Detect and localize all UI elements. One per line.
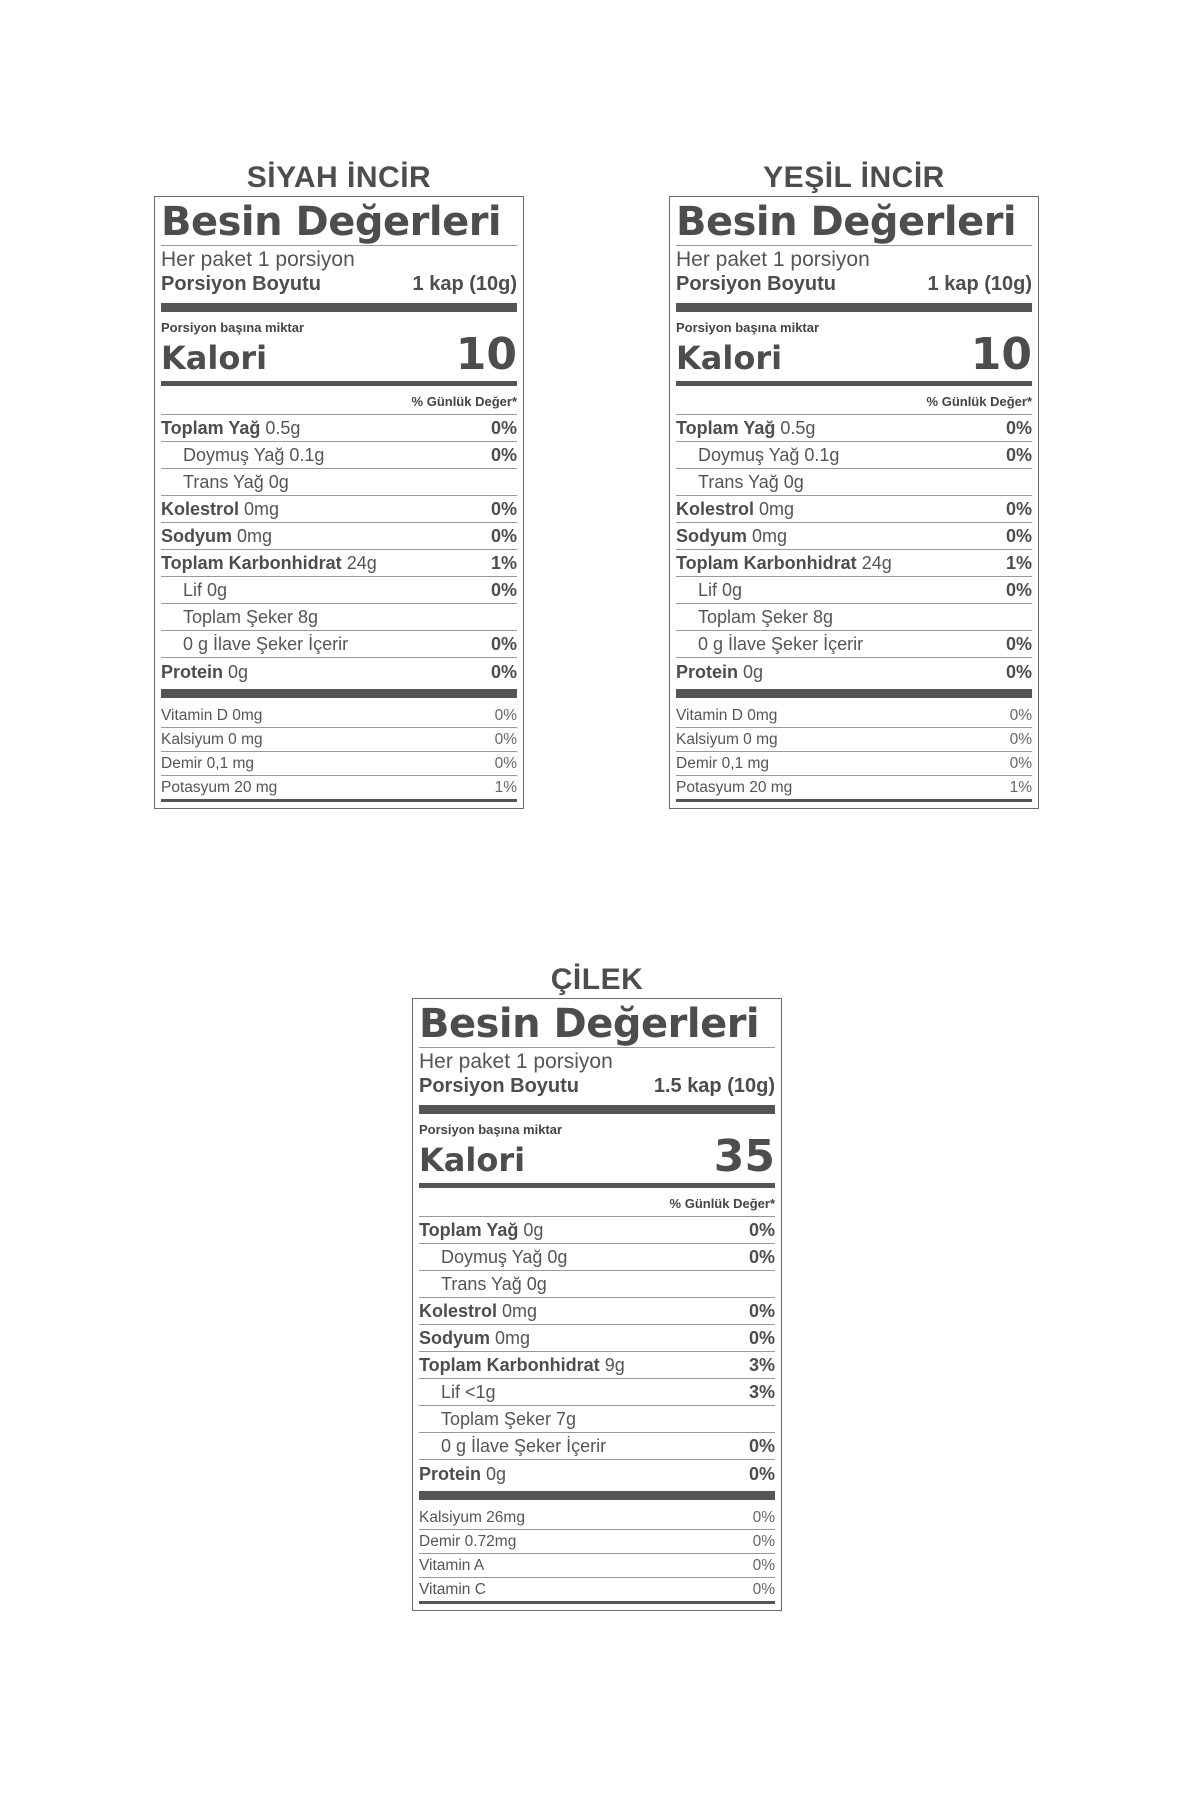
nutrient-amount: 0 g İlave Şeker İçerir xyxy=(698,633,864,654)
mineral-daily-value: 0% xyxy=(1009,754,1032,772)
nutrient-label xyxy=(419,1274,547,1295)
serving-size-value: 1 kap (10g) xyxy=(412,273,517,295)
calories-label: Kalori xyxy=(161,339,268,377)
nutrient-daily-value: 1% xyxy=(490,552,517,573)
nutrient-daily-value: 0% xyxy=(1005,498,1032,519)
nutrient-daily-value: 0% xyxy=(490,579,517,600)
nutrient-amount: Trans Yağ 0g xyxy=(698,471,804,492)
nutrient-amount: Toplam Şeker 7g xyxy=(441,1408,577,1429)
amount-per-serving: Porsiyon başına miktar xyxy=(419,1122,563,1137)
nutrient-name: Toplam Yağ xyxy=(419,1219,519,1240)
mineral-daily-value: 0% xyxy=(752,1580,775,1598)
nutrient-name: Toplam Karbonhidrat xyxy=(161,552,342,573)
nutrient-row xyxy=(419,1352,775,1379)
mineral-label: Vitamin C xyxy=(419,1580,486,1598)
mineral-daily-value: 0% xyxy=(494,754,517,772)
nutrition-facts-panel xyxy=(154,196,524,809)
mineral-label: Demir 0.72mg xyxy=(419,1532,517,1550)
mineral-list xyxy=(161,704,517,802)
servings-per-container: Her paket 1 porsiyon xyxy=(161,248,355,271)
mineral-row xyxy=(419,1530,775,1554)
mineral-daily-value: 0% xyxy=(494,730,517,748)
servings-per-container: Her paket 1 porsiyon xyxy=(676,248,870,271)
nutrient-label xyxy=(161,553,377,574)
nutrient-daily-value: 0% xyxy=(490,525,517,546)
thick-divider xyxy=(419,1491,775,1500)
thick-divider xyxy=(419,1105,775,1114)
nutrient-daily-value: 0% xyxy=(1005,633,1032,654)
nutrient-row xyxy=(161,496,517,523)
nutrient-name: Kolestrol xyxy=(676,498,755,519)
nutrition-facts-panel xyxy=(669,196,1039,809)
nutrient-row xyxy=(676,415,1032,442)
nutrient-amount: Trans Yağ 0g xyxy=(441,1273,547,1294)
nutrient-label xyxy=(419,1247,567,1268)
nutrient-label xyxy=(161,607,318,628)
nutrient-amount: Doymuş Yağ 0.1g xyxy=(183,444,325,465)
nutrient-row xyxy=(419,1217,775,1244)
nutrient-label xyxy=(676,580,742,601)
daily-value-header: % Günlük Değer* xyxy=(676,390,1032,415)
mineral-label: Demir 0,1 mg xyxy=(161,754,255,772)
thick-divider xyxy=(676,303,1032,312)
product-title: ÇİLEK xyxy=(550,963,644,996)
mineral-daily-value: 1% xyxy=(494,778,517,796)
nutrient-label xyxy=(676,607,833,628)
nutrient-name: Sodyum xyxy=(161,525,233,546)
nutrient-amount: 0mg xyxy=(752,525,788,546)
nutrition-label-yesil-incir xyxy=(669,160,1039,809)
nutrient-name: Toplam Yağ xyxy=(676,417,776,438)
mineral-row xyxy=(419,1506,775,1530)
nutrient-label xyxy=(419,1220,543,1241)
nutrient-row xyxy=(161,604,517,631)
nutrient-list xyxy=(676,415,1032,687)
mineral-daily-value: 1% xyxy=(1009,778,1032,796)
mineral-label: Kalsiyum 26mg xyxy=(419,1508,525,1526)
nutrient-row xyxy=(676,442,1032,469)
mineral-row xyxy=(676,752,1032,776)
nutrient-amount: 0g xyxy=(743,662,764,682)
nutrient-amount: 9g xyxy=(604,1354,625,1375)
mineral-row xyxy=(161,728,517,752)
nutrient-label xyxy=(161,445,324,466)
serving-size-row xyxy=(419,1074,775,1098)
nutrient-label xyxy=(161,580,227,601)
nutrient-label xyxy=(419,1355,625,1376)
nutrient-amount: 0mg xyxy=(502,1300,538,1321)
mineral-row xyxy=(419,1554,775,1578)
nutrient-list xyxy=(161,415,517,687)
mineral-label: Kalsiyum 0 mg xyxy=(161,730,263,748)
nutrient-row xyxy=(419,1433,775,1460)
nutrient-amount: Lif 0g xyxy=(183,579,228,600)
nutrient-amount: Doymuş Yağ 0g xyxy=(441,1246,568,1267)
calories-row xyxy=(419,1131,775,1182)
nutrient-row xyxy=(161,415,517,442)
nutrient-daily-value: 1% xyxy=(1005,552,1032,573)
calories-row xyxy=(161,329,517,380)
product-title: YEŞİL İNCİR xyxy=(763,161,945,194)
nutrient-amount: 0mg xyxy=(237,525,273,546)
calories-label: Kalori xyxy=(676,339,783,377)
nutrient-amount: 0g xyxy=(486,1464,507,1484)
nutrient-row xyxy=(419,1244,775,1271)
nutrient-label xyxy=(161,418,300,439)
serving-size-value: 1 kap (10g) xyxy=(927,273,1032,295)
nutrition-facts-panel xyxy=(412,998,782,1611)
nutrient-row xyxy=(161,469,517,496)
nutrient-name: Sodyum xyxy=(676,525,748,546)
nutrient-amount: 0 g İlave Şeker İçerir xyxy=(441,1435,607,1456)
mineral-label: Potasyum 20 mg xyxy=(676,778,793,796)
nutrient-amount: Trans Yağ 0g xyxy=(183,471,289,492)
mineral-label: Potasyum 20 mg xyxy=(161,778,278,796)
nutrition-label-cilek xyxy=(412,962,782,1611)
nutrient-name: Toplam Karbonhidrat xyxy=(676,552,857,573)
nutrient-daily-value: 0% xyxy=(490,662,517,682)
nutrient-row xyxy=(419,1271,775,1298)
nutrient-name: Protein xyxy=(161,662,224,682)
nutrition-facts-heading: Besin Değerleri xyxy=(676,199,1032,246)
nutrient-label xyxy=(161,634,348,655)
nutrient-label xyxy=(161,526,272,547)
nutrient-row xyxy=(161,631,517,658)
nutrient-daily-value: 0% xyxy=(1005,525,1032,546)
nutrient-daily-value: 0% xyxy=(1005,417,1032,438)
nutrient-daily-value: 0% xyxy=(748,1219,775,1240)
nutrient-label xyxy=(676,634,863,655)
mineral-row xyxy=(161,752,517,776)
mineral-daily-value: 0% xyxy=(494,706,517,724)
thick-divider xyxy=(676,689,1032,698)
nutrient-row xyxy=(419,1379,775,1406)
mineral-label: Vitamin D 0mg xyxy=(676,706,778,724)
nutrient-label xyxy=(676,526,787,547)
nutrient-label xyxy=(419,1409,576,1430)
nutrient-row xyxy=(676,577,1032,604)
nutrient-amount: 0g xyxy=(523,1219,544,1240)
mineral-row xyxy=(161,776,517,802)
medium-divider xyxy=(676,381,1032,386)
nutrient-amount: 24g xyxy=(346,552,377,573)
nutrient-amount: 0mg xyxy=(244,498,280,519)
mineral-daily-value: 0% xyxy=(752,1532,775,1550)
mineral-row xyxy=(161,704,517,728)
nutrient-name: Kolestrol xyxy=(161,498,240,519)
nutrient-row xyxy=(676,550,1032,577)
mineral-daily-value: 0% xyxy=(1009,706,1032,724)
nutrient-amount: Lif <1g xyxy=(441,1381,496,1402)
mineral-daily-value: 0% xyxy=(752,1556,775,1574)
mineral-label: Vitamin D 0mg xyxy=(161,706,263,724)
serving-size-label: Porsiyon Boyutu xyxy=(161,273,322,295)
mineral-list xyxy=(676,704,1032,802)
mineral-daily-value: 0% xyxy=(752,1508,775,1526)
nutrient-label xyxy=(676,662,763,683)
nutrient-amount: 0g xyxy=(228,662,249,682)
nutrient-daily-value: 0% xyxy=(748,1300,775,1321)
serving-size-row xyxy=(161,272,517,296)
mineral-label: Vitamin A xyxy=(419,1556,485,1574)
nutrient-label xyxy=(676,553,892,574)
nutrient-row xyxy=(676,496,1032,523)
calories-label: Kalori xyxy=(419,1141,526,1179)
nutrient-name: Sodyum xyxy=(419,1327,491,1348)
nutrient-daily-value: 0% xyxy=(748,1435,775,1456)
nutrient-row xyxy=(161,523,517,550)
nutrient-label xyxy=(419,1436,606,1457)
serving-size-label: Porsiyon Boyutu xyxy=(419,1075,580,1097)
nutrient-name: Protein xyxy=(676,662,739,682)
daily-value-header: % Günlük Değer* xyxy=(419,1192,775,1217)
nutrient-label xyxy=(419,1464,506,1485)
nutrient-name: Protein xyxy=(419,1464,482,1484)
nutrient-row xyxy=(676,604,1032,631)
nutrient-daily-value: 0% xyxy=(748,1327,775,1348)
medium-divider xyxy=(161,381,517,386)
nutrient-daily-value: 0% xyxy=(1005,444,1032,465)
mineral-row xyxy=(676,704,1032,728)
calories-row xyxy=(676,329,1032,380)
nutrient-daily-value: 0% xyxy=(490,417,517,438)
amount-per-serving: Porsiyon başına miktar xyxy=(161,320,305,335)
nutrient-amount: 0 g İlave Şeker İçerir xyxy=(183,633,349,654)
mineral-label: Demir 0,1 mg xyxy=(676,754,770,772)
nutrient-label xyxy=(419,1328,530,1349)
daily-value-header: % Günlük Değer* xyxy=(161,390,517,415)
amount-per-serving: Porsiyon başına miktar xyxy=(676,320,820,335)
nutrient-label xyxy=(676,418,815,439)
mineral-label: Kalsiyum 0 mg xyxy=(676,730,778,748)
nutrient-amount: 0mg xyxy=(495,1327,531,1348)
nutrient-row xyxy=(419,1298,775,1325)
nutrient-amount: 0mg xyxy=(759,498,795,519)
nutrient-name: Toplam Yağ xyxy=(161,417,261,438)
nutrition-label-siyah-incir xyxy=(154,160,524,809)
thick-divider xyxy=(161,689,517,698)
nutrient-row xyxy=(676,631,1032,658)
mineral-row xyxy=(419,1578,775,1604)
serving-size-row xyxy=(676,272,1032,296)
mineral-row xyxy=(676,728,1032,752)
nutrient-name: Toplam Karbonhidrat xyxy=(419,1354,600,1375)
nutrient-row xyxy=(419,1325,775,1352)
nutrient-amount: Lif 0g xyxy=(698,579,743,600)
nutrient-row xyxy=(676,469,1032,496)
nutrient-amount: Doymuş Yağ 0.1g xyxy=(698,444,840,465)
nutrient-row xyxy=(676,658,1032,687)
mineral-daily-value: 0% xyxy=(1009,730,1032,748)
nutrition-facts-heading: Besin Değerleri xyxy=(161,199,517,246)
nutrient-label xyxy=(161,499,279,520)
nutrient-label xyxy=(676,445,839,466)
nutrient-label xyxy=(676,499,794,520)
thick-divider xyxy=(161,303,517,312)
nutrient-daily-value: 3% xyxy=(748,1381,775,1402)
nutrient-label xyxy=(419,1382,496,1403)
nutrient-row xyxy=(161,550,517,577)
nutrient-amount: Toplam Şeker 8g xyxy=(698,606,834,627)
nutrient-label xyxy=(161,472,289,493)
nutrient-row xyxy=(161,442,517,469)
nutrient-list xyxy=(419,1217,775,1489)
nutrient-row xyxy=(676,523,1032,550)
nutrition-facts-heading: Besin Değerleri xyxy=(419,1001,775,1048)
medium-divider xyxy=(419,1183,775,1188)
nutrient-amount: Toplam Şeker 8g xyxy=(183,606,319,627)
nutrient-row xyxy=(419,1406,775,1433)
nutrient-daily-value: 0% xyxy=(490,633,517,654)
serving-size-value: 1.5 kap (10g) xyxy=(653,1075,775,1097)
calories-value: 10 xyxy=(455,329,517,380)
nutrient-label xyxy=(676,472,804,493)
nutrient-daily-value: 0% xyxy=(1005,662,1032,682)
nutrient-daily-value: 0% xyxy=(1005,579,1032,600)
nutrient-label xyxy=(161,662,248,683)
servings-per-container: Her paket 1 porsiyon xyxy=(419,1050,613,1073)
nutrient-daily-value: 0% xyxy=(748,1464,775,1484)
nutrient-daily-value: 0% xyxy=(490,498,517,519)
nutrient-name: Kolestrol xyxy=(419,1300,498,1321)
product-title: SİYAH İNCİR xyxy=(246,161,432,194)
nutrient-daily-value: 3% xyxy=(748,1354,775,1375)
nutrient-row xyxy=(419,1460,775,1489)
nutrient-label xyxy=(419,1301,537,1322)
calories-value: 35 xyxy=(713,1131,775,1182)
nutrient-row xyxy=(161,658,517,687)
nutrient-amount: 0.5g xyxy=(780,417,816,438)
serving-size-label: Porsiyon Boyutu xyxy=(676,273,837,295)
nutrient-amount: 24g xyxy=(861,552,892,573)
nutrient-amount: 0.5g xyxy=(265,417,301,438)
mineral-row xyxy=(676,776,1032,802)
mineral-list xyxy=(419,1506,775,1604)
nutrient-row xyxy=(161,577,517,604)
nutrient-daily-value: 0% xyxy=(490,444,517,465)
nutrient-daily-value: 0% xyxy=(748,1246,775,1267)
calories-value: 10 xyxy=(970,329,1032,380)
